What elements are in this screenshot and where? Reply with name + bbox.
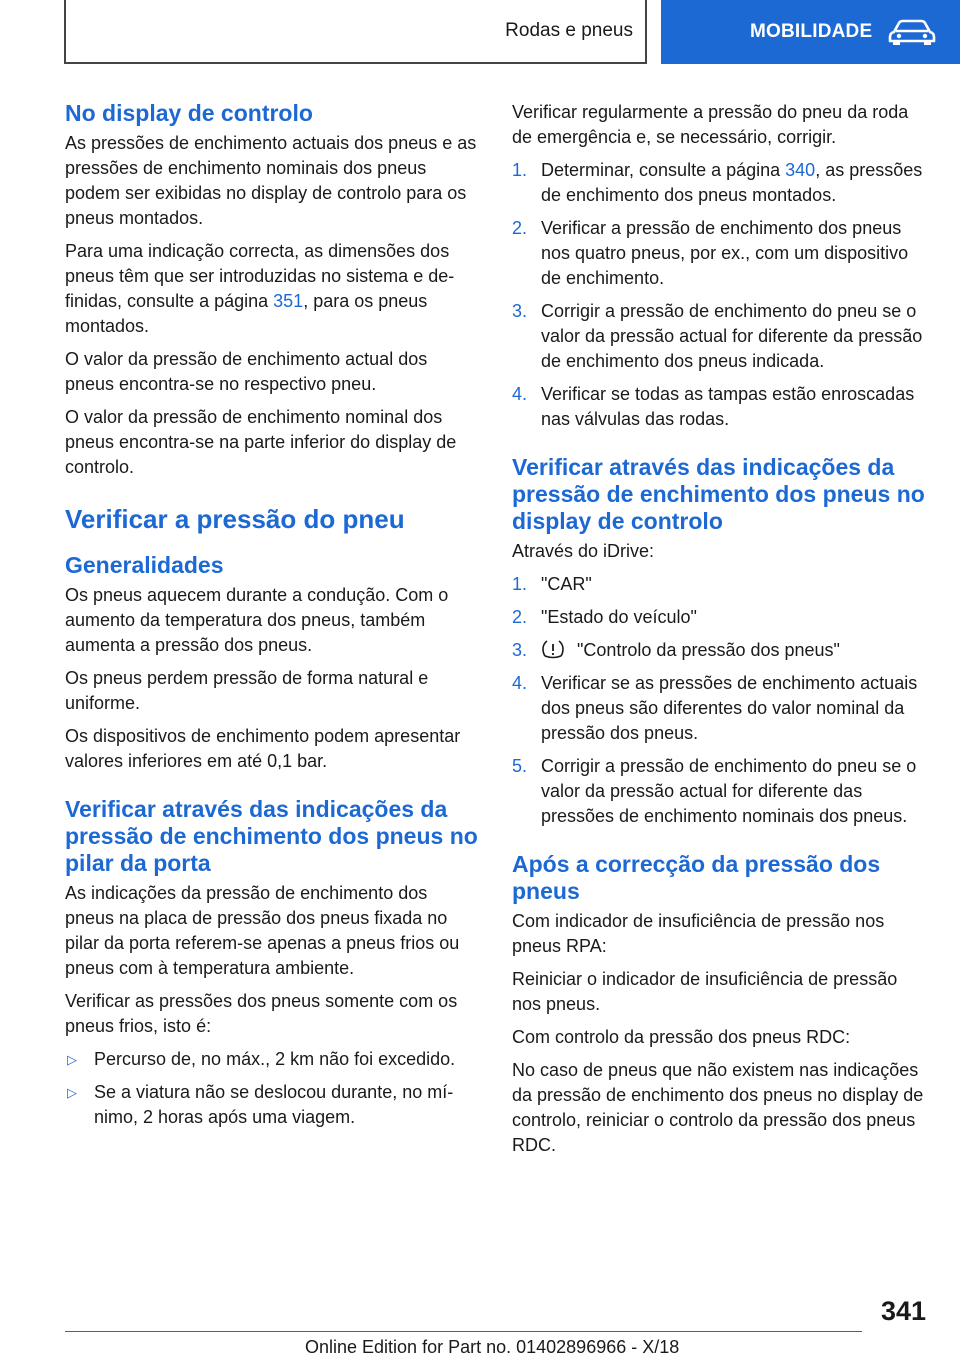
paragraph: Com controlo da pressão dos pneus RDC:	[512, 1027, 851, 1047]
header-section-title: Rodas e pneus	[505, 20, 633, 41]
page-link-340[interactable]: 340	[785, 160, 816, 180]
step-number: 4.	[512, 673, 528, 693]
paragraph: No caso de pneus que não existem nas indicações da pressão de enchimento dos pneus no display de controlo, reiniciar o controlo da pressão dos pneus RDC.	[512, 1060, 924, 1155]
step-item: 1. Determinar, consulte a página 340, as pressões de enchimento dos pneus montados.	[512, 160, 923, 205]
step-number: 1.	[512, 160, 528, 180]
right-column	[512, 100, 927, 1166]
step-item: 4. Verificar se todas as tampas estão enroscadas nas válvulas das rodas.	[512, 384, 915, 429]
car-icon	[888, 19, 936, 45]
step-item: 3. "Controlo da pressão dos pneus"	[512, 638, 927, 663]
heading-door-pillar: Verificar através das indicações da pressão de enchimento dos pneus no pilar da porta	[65, 796, 478, 876]
paragraph: As indicações da pressão de enchimento dos pneus na placa de pressão dos pneus fixada no pilar da porta referem-se apenas a pneus frios ou pneus com à temperatura ambiente.	[65, 883, 460, 978]
heading-verify-pressure: Verificar a pressão do pneu	[65, 504, 405, 534]
step-item: 2. Verificar a pressão de enchimento dos pneus nos quatro pneus, por ex., com um dispositivo de enchimento.	[512, 218, 909, 288]
step-item: 4. Verificar se as pressões de enchimento actuais dos pneus são diferentes do valor nominal da pressão dos pneus.	[512, 673, 918, 743]
header-chapter-tab	[661, 0, 960, 64]
heading-display: No display de controlo	[65, 100, 313, 126]
left-column	[65, 100, 480, 1138]
paragraph: Os pneus aquecem durante a condução. Com o aumento da temperatura dos pneus, também aumenta a pressão dos pneus.	[65, 585, 449, 655]
triangle-bullet-icon: ▷	[67, 1052, 77, 1067]
step-item: 5. Corrigir a pressão de enchimento do pneu se o valor da pressão actual for diferente das pressões de enchimento nominais dos pneus.	[512, 756, 917, 826]
paragraph: Através do iDrive:	[512, 541, 655, 561]
paragraph: Verificar as pressões dos pneus somente com os pneus frios, isto é:	[65, 991, 458, 1036]
paragraph: Reiniciar o indicador de insuficiência de pressão nos pneus.	[512, 969, 898, 1014]
list-item: ▷ Se a viatura não se deslocou durante, no mínimo, 2 horas após uma viagem.	[67, 1082, 454, 1127]
triangle-bullet-icon: ▷	[67, 1085, 77, 1100]
paragraph: Verificar regularmente a pressão do pneu da roda de emergência e, se necessário, corrigir.	[512, 102, 909, 147]
step-number: 2.	[512, 218, 528, 238]
step-item: 3. Corrigir a pressão de enchimento do pneu se o valor da pressão actual for diferente da pressão de enchimento dos pneus indicada.	[512, 301, 923, 371]
heading-after-correction: Após a correcção da pressão dos pneus	[512, 851, 881, 904]
paragraph-with-link: Para uma indicação correcta, as dimensões dos pneus têm que ser introduzidas no sistema e definidas, consulte a página 351, para os pneus montados.	[65, 241, 455, 336]
paragraph: Os pneus perdem pressão de forma natural e uniforme.	[65, 668, 429, 713]
step-item: 2. "Estado do veículo"	[512, 605, 927, 630]
paragraph: O valor da pressão de enchimento nominal dos pneus encontra-se na parte inferior do display de controlo.	[65, 407, 457, 477]
step-number: 2.	[512, 607, 528, 627]
page-link-351[interactable]: 351	[273, 291, 304, 311]
step-number: 4.	[512, 384, 528, 404]
step-number: 3.	[512, 640, 528, 660]
steps-list-idrive	[512, 572, 927, 829]
paragraph: Com indicador de insuficiência de pressão nos pneus RPA:	[512, 911, 885, 956]
condition-list	[65, 1047, 480, 1130]
footer-divider	[65, 1331, 862, 1332]
paragraph: Os dispositivos de enchimento podem apresentar valores inferiores em até 0,1 bar.	[65, 726, 461, 771]
heading-display-check: Verificar através das indicações da pressão de enchimento dos pneus no display de controlo	[512, 454, 925, 534]
list-item: ▷ Percurso de, no máx., 2 km não foi excedido.	[65, 1047, 480, 1072]
page-number: 341	[880, 1296, 926, 1326]
header-section-box	[64, 0, 647, 64]
step-number: 5.	[512, 756, 528, 776]
step-number: 3.	[512, 301, 528, 321]
paragraph: As pressões de enchimento actuais dos pneus e as pressões de enchimento nominais dos pneus podem ser exibidas no display de controlo para os pneus montados.	[65, 133, 477, 228]
step-number: 1.	[512, 574, 528, 594]
paragraph: O valor da pressão de enchimento actual dos pneus encontra-se no respectivo pneu.	[65, 349, 428, 394]
header-chapter-title: MOBILIDADE	[750, 21, 873, 42]
step-item: 1. "CAR"	[512, 572, 927, 597]
footer-edition: Online Edition for Part no. 01402896966 - X/18	[305, 1337, 680, 1357]
heading-general: Generalidades	[65, 552, 224, 578]
tire-pressure-warning-icon	[541, 639, 565, 659]
steps-list-manual	[512, 158, 927, 432]
